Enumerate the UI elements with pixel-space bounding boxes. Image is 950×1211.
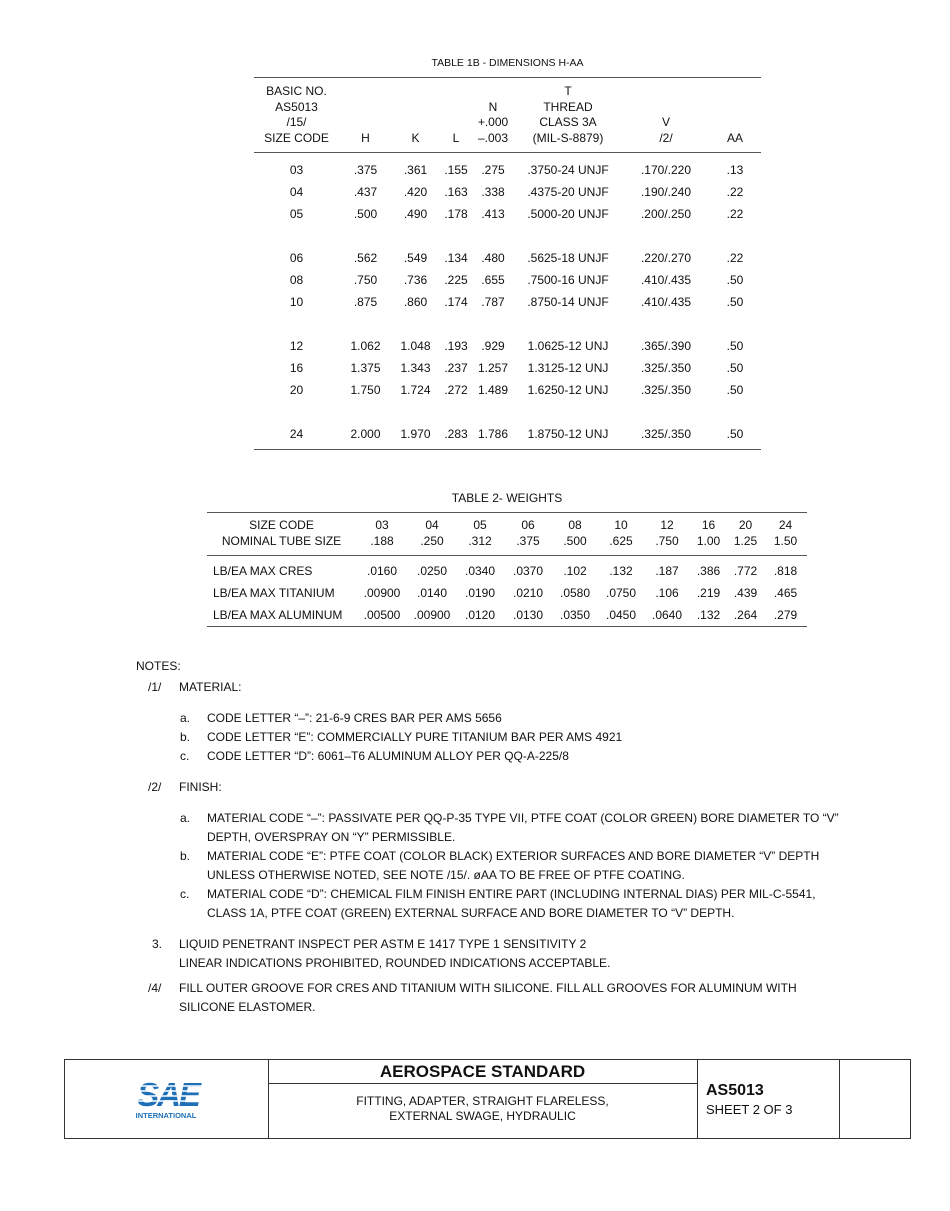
document-number: AS5013 [706,1082,764,1099]
tube-size: .750 [655,534,679,548]
dimensions-table [254,77,761,450]
note1-number: /1/ [148,680,162,694]
table1-cell-l: .178 [444,207,468,221]
spacer-cell [254,313,761,335]
tube-size: .625 [609,534,633,548]
size-code: 03 [375,518,389,532]
tube-size: .188 [370,534,394,548]
table2-cell: .772 [733,564,758,578]
table1-header-size-code [254,78,339,153]
table2-header-size [356,513,408,556]
tube-size: .500 [563,534,587,548]
table-row [207,556,807,583]
table1-cell-n: .275 [481,163,505,177]
table1-cell-k: .860 [403,295,428,309]
note2a-letter: a. [180,811,191,825]
table1-header-line: K [411,130,420,145]
table1-cell-aa: .50 [726,427,744,441]
table1-cell-size-code: 24 [289,427,304,441]
table-row [254,335,761,357]
table1-cell-l: .272 [444,383,468,397]
note4-line1: FILL OUTER GROOVE FOR CRES AND TITANIUM WITH SILICONE. FILL ALL GROOVES FOR ALUMINUM WITH [179,981,797,995]
table1-cell-v: .325/.350 [640,383,692,397]
table1-header-h [339,78,392,153]
table1-cell-k: 1.048 [400,339,431,353]
table1-cell-size-code: 05 [289,207,304,221]
title-block [64,1059,911,1139]
table1-cell-n: .929 [481,339,505,353]
note2c-letter: c. [180,887,190,901]
size-code: 20 [738,518,753,532]
note2b-line1: MATERIAL CODE “E”: PTFE COAT (COLOR BLACK) EXTERIOR SURFACES AND BORE DIAMETER “V” DEPTH [207,849,820,863]
size-code: 16 [701,518,716,532]
table2-row-label: LB/EA MAX TITANIUM [213,586,335,600]
table2-header-size [504,513,552,556]
table1-cell-n: 1.257 [477,361,509,375]
table1-cell-n: 1.489 [477,383,509,397]
weights-table [207,512,807,627]
table1-cell-size-code: 10 [289,295,304,309]
table1-cell-h: 1.750 [350,383,381,397]
table1-header-line: V [661,115,670,129]
note3-number: 3. [152,937,163,951]
table-row [254,153,761,182]
table2-cell: .0190 [464,586,496,600]
table1-cell-v: .170/.220 [640,163,692,177]
table1-cell-n: .787 [481,295,505,309]
note2c-line2: CLASS 1A, PTFE COAT (GREEN) EXTERNAL SURFACE AND BORE DIAMETER TO “V” DEPTH. [207,906,735,920]
standard-subtitle [268,1094,697,1124]
table1-cell-l: .283 [444,427,468,441]
table1-cell-n: .480 [481,251,505,265]
table1-header-line: AA [726,130,743,145]
table-row [254,357,761,379]
table1-cell-size-code: 16 [289,361,304,375]
table1-cell-aa: .50 [726,295,744,309]
table2-cell: .106 [655,586,679,600]
sheet-number: SHEET 2 OF 3 [706,1102,793,1117]
note2c-line1: MATERIAL CODE “D”: CHEMICAL FILM FINISH ENTIRE PART (INCLUDING INTERNAL DIAS) PER MIL-C-5541, [207,887,816,901]
table2-cell: .00900 [363,586,401,600]
tube-size: 1.25 [733,534,758,548]
table2-cell: .0140 [416,586,448,600]
table2-cell: .0340 [464,564,496,578]
table1-cell-l: .193 [444,339,468,353]
table1-cell-thread: .5000-20 UNJF [527,207,609,221]
size-code: 06 [521,518,535,532]
table1-header-k [392,78,439,153]
table1-header-line: L [452,130,460,145]
table1-cell-h: .750 [353,273,378,287]
table1-cell-size-code: 03 [289,163,304,177]
table1-cell-v: .220/.270 [640,251,692,265]
table1-cell-n: 1.786 [477,427,509,441]
table1-cell-h: .562 [353,251,378,265]
subtitle-line2: EXTERNAL SWAGE, HYDRAULIC [389,1109,576,1123]
table2-header-size [764,513,807,556]
note2-number: /2/ [148,780,162,794]
table1-cell-v: .325/.350 [640,427,692,441]
table1-cell-size-code: 20 [289,383,304,397]
table2-cell: .0160 [366,564,398,578]
table1-header-line: –.003 [477,130,509,145]
table1-header-line: T [564,84,572,98]
table2-header-label [207,513,356,556]
table1-cell-aa: .50 [726,339,744,353]
table1-cell-k: 1.970 [400,427,431,441]
table1-cell-l: .134 [444,251,468,265]
table2-body [207,556,807,627]
table1-cell-v: .325/.350 [640,361,692,375]
tube-size: 1.50 [773,534,798,548]
table1-header-line: AS5013 [275,99,318,114]
table1-header-line: /2/ [659,130,673,145]
size-code: 05 [473,518,487,532]
table2-header-label-line: SIZE CODE [249,518,314,532]
table1-cell-l: .155 [444,163,468,177]
table2-cell: .264 [733,608,758,622]
table1-cell-size-code: 12 [289,339,304,353]
table-row [254,291,761,313]
table-row [254,181,761,203]
table1-cell-v: .190/.240 [640,185,692,199]
note4-number: /4/ [148,981,162,995]
notes-heading: NOTES: [136,659,181,673]
table2-row-label: LB/EA MAX CRES [213,564,313,578]
document-id-cell [697,1060,840,1138]
table2-cell: .0450 [605,608,637,622]
spacer-cell [254,401,761,423]
table2-cell: .0120 [464,608,496,622]
table1-header-n [473,78,513,153]
table1-cell-k: .420 [403,185,428,199]
size-code: 08 [568,518,582,532]
table2-cell: .439 [733,586,758,600]
table1-header-aa [709,78,761,153]
table1-cell-h: .875 [353,295,378,309]
table1-cell-thread: .7500-16 UNJF [527,273,609,287]
table1-cell-v: .200/.250 [640,207,692,221]
table1-cell-thread: .4375-20 UNJF [527,185,609,199]
table2-cell: .00900 [413,608,451,622]
table1-cell-k: .736 [403,273,428,287]
table-row [254,203,761,225]
size-code: 04 [425,518,439,532]
note1c-letter: c. [180,749,190,763]
table1-cell-size-code: 08 [289,273,304,287]
table2-row-label: LB/EA MAX ALUMINUM [213,608,343,622]
table2-cell: .132 [696,608,721,622]
table1-cell-aa: .22 [726,185,744,199]
table2-cell: .279 [773,608,798,622]
title-cell [268,1060,698,1138]
table2-title: TABLE 2- WEIGHTS [451,491,563,505]
table2-header-size [690,513,727,556]
note1c-text: CODE LETTER “D”: 6061–T6 ALUMINUM ALLOY PER QQ-A-225/8 [207,749,569,763]
table1-header-thread [513,78,623,153]
size-code: 24 [778,518,793,532]
table1-cell-l: .163 [444,185,468,199]
table1-cell-l: .174 [444,295,468,309]
note1-text: MATERIAL: [179,680,242,694]
table2-header-size [552,513,598,556]
table1-cell-size-code: 06 [289,251,304,265]
tube-size: 1.00 [696,534,721,548]
spacer-cell [254,225,761,247]
table1-cell-thread: 1.6250-12 UNJ [527,383,609,397]
sae-logo-subtitle: INTERNATIONAL [135,1111,197,1120]
note1a-letter: a. [180,711,191,725]
table1-cell-k: .490 [403,207,428,221]
note4-line2: SILICONE ELASTOMER. [179,1000,316,1014]
table1-cell-h: 1.375 [350,361,381,375]
table1-header-line: /15/ [286,115,307,129]
table1-body [254,153,761,450]
sae-logo [133,1074,203,1122]
tube-size: .375 [516,534,540,548]
sae-logo-letters: SAE [137,1076,199,1113]
table1-cell-thread: 1.0625-12 UNJ [527,339,609,353]
table1-header-row [254,78,761,153]
table1-cell-v: .365/.390 [640,339,692,353]
table1-cell-thread: .3750-24 UNJF [527,163,609,177]
table1-spacer-row [254,225,761,247]
table1-cell-h: .375 [353,163,378,177]
table1-cell-k: .549 [403,251,428,265]
note2b-line2: UNLESS OTHERWISE NOTED, SEE NOTE /15/. øAA TO BE FREE OF PTFE COATING. [207,868,685,882]
table1-cell-h: .500 [353,207,378,221]
table2-cell: .465 [773,586,798,600]
table1-header-line: +.000 [477,115,509,129]
table2-cell: .0370 [512,564,544,578]
table-row [254,423,761,449]
table2-header-size [598,513,644,556]
table1-cell-thread: .5625-18 UNJF [527,251,609,265]
table2-cell: .0640 [651,608,683,622]
table-row [207,604,807,626]
table2-cell: .0750 [605,586,637,600]
table-row [254,269,761,291]
table2-header-size [644,513,690,556]
table1-cell-h: .437 [353,185,378,199]
table1-spacer-row [254,401,761,423]
table1-cell-thread: .8750-14 UNJF [527,295,609,309]
size-code: 10 [614,518,628,532]
table2-cell: .818 [773,564,798,578]
table1-cell-aa: .22 [726,251,744,265]
table2-cell: .0350 [559,608,591,622]
table1-header-line: SIZE CODE [264,130,329,145]
table2-header-size [456,513,504,556]
table1-header-line: THREAD [543,99,593,114]
table2-header-size [408,513,456,556]
table1-cell-aa: .22 [726,207,744,221]
table-row [254,247,761,269]
tube-size: .250 [420,534,444,548]
note2a-line2: DEPTH, OVERSPRAY ON “Y” PERMISSIBLE. [207,830,456,844]
note2a-line1: MATERIAL CODE “–”: PASSIVATE PER QQ-P-35 TYPE VII, PTFE COAT (COLOR GREEN) BORE DIAMETER TO “V” [207,811,839,825]
table2-cell: .0580 [559,586,591,600]
table-row [254,379,761,401]
subtitle-line1: FITTING, ADAPTER, STRAIGHT FLARELESS, [356,1094,609,1108]
table1-cell-h: 2.000 [350,427,381,441]
table2-header-row [207,513,807,556]
standard-title: AEROSPACE STANDARD [268,1060,697,1084]
table1-cell-l: .225 [444,273,468,287]
note3-line1: LIQUID PENETRANT INSPECT PER ASTM E 1417 TYPE 1 SENSITIVITY 2 [179,937,587,951]
table1-cell-k: 1.724 [400,383,431,397]
size-code: 12 [660,518,674,532]
table1-cell-k: 1.343 [400,361,431,375]
table-row [207,582,807,604]
table1-header-l [439,78,473,153]
note2-text: FINISH: [179,780,222,794]
logo-cell [65,1060,269,1138]
table1-cell-v: .410/.435 [640,273,692,287]
table2-cell: .386 [696,564,721,578]
table2-cell: .132 [609,564,633,578]
note1b-text: CODE LETTER “E”: COMMERCIALLY PURE TITANIUM BAR PER AMS 4921 [207,730,623,744]
table1-cell-size-code: 04 [289,185,304,199]
table1-cell-l: .237 [444,361,468,375]
table1-header-line: CLASS 3A [539,115,597,129]
table2-cell: .219 [696,586,721,600]
table2-header-size [727,513,764,556]
table1-header-v [623,78,709,153]
table1-cell-n: .655 [481,273,505,287]
note3-line2: LINEAR INDICATIONS PROHIBITED, ROUNDED INDICATIONS ACCEPTABLE. [179,956,611,970]
table1-cell-v: .410/.435 [640,295,692,309]
table1-cell-n: .338 [481,185,505,199]
table1-cell-k: .361 [403,163,428,177]
table2-cell: .0250 [416,564,448,578]
table1-header-line: (MIL-S-8879) [532,130,604,145]
note2b-letter: b. [180,849,191,863]
table1-cell-n: .413 [481,207,505,221]
note1a-text: CODE LETTER “–”: 21-6-9 CRES BAR PER AMS 5656 [207,711,502,725]
tube-size: .312 [468,534,492,548]
table2-cell: .102 [563,564,587,578]
table1-title: TABLE 1B - DIMENSIONS H-AA [431,57,584,69]
table1-cell-thread: 1.8750-12 UNJ [527,427,609,441]
table1-cell-aa: .13 [726,163,744,177]
table1-cell-aa: .50 [726,273,744,287]
table2-cell: .0130 [512,608,544,622]
note1b-letter: b. [180,730,191,744]
table1-header-line: N [488,99,498,114]
table1-header-line: H [361,130,370,145]
table2-cell: .00500 [363,608,401,622]
table1-spacer-row [254,313,761,335]
table1-cell-aa: .50 [726,383,744,397]
table2-cell: .187 [655,564,679,578]
table1-header-line: BASIC NO. [266,84,327,98]
table1-cell-aa: .50 [726,361,744,375]
table2-cell: .0210 [512,586,544,600]
table1-cell-h: 1.062 [350,339,381,353]
table1-cell-thread: 1.3125-12 UNJ [527,361,609,375]
table2-header-label-line: NOMINAL TUBE SIZE [221,534,342,548]
